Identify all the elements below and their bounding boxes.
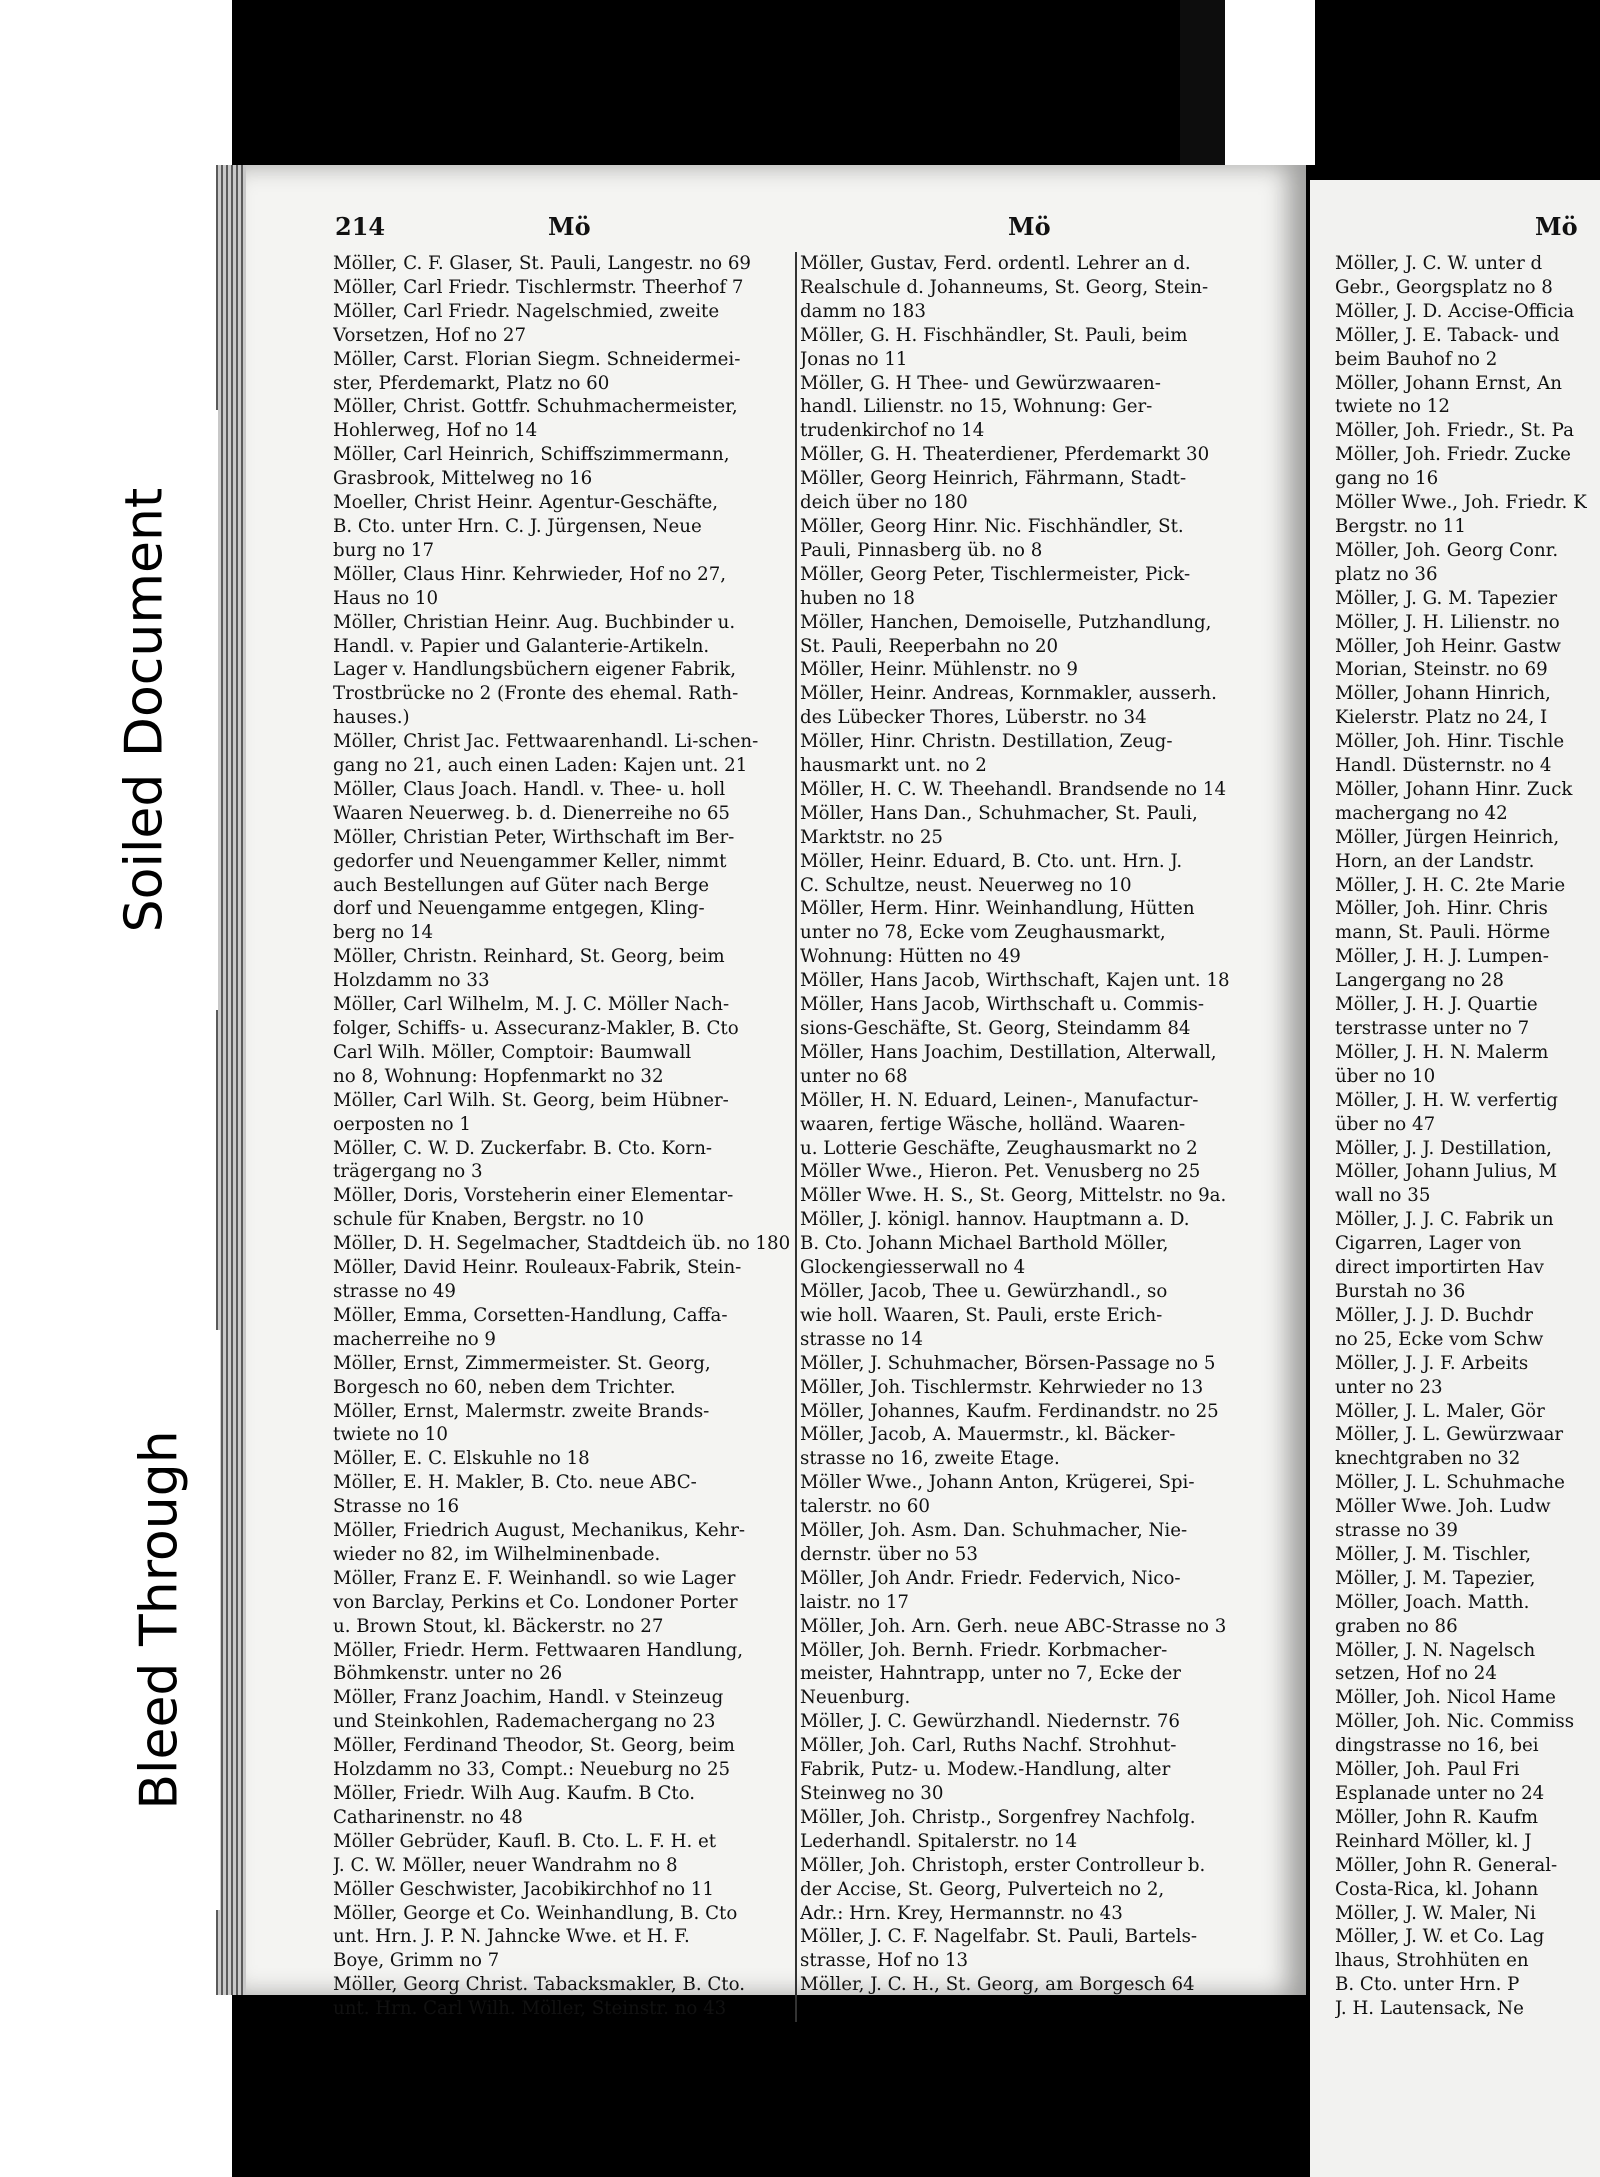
directory-line: B. Cto. Johann Michael Barthold Möller, xyxy=(800,1233,1169,1255)
directory-line: Möller, Georg Peter, Tischlermeister, Pick- xyxy=(800,563,1191,585)
directory-line: auch Bestellungen auf Güter nach Berge xyxy=(333,874,710,896)
directory-line: huben no 18 xyxy=(800,587,915,609)
directory-line: der Accise, St. Georg, Pulverteich no 2, xyxy=(800,1878,1165,1900)
directory-line: Bergstr. no 11 xyxy=(1335,515,1466,537)
column-head-middle: Mö xyxy=(1008,212,1051,241)
directory-line: Möller, J. M. Tapezier, xyxy=(1335,1567,1536,1589)
directory-line: ster, Pferdemarkt, Platz no 60 xyxy=(333,372,610,394)
directory-line: Möller, Hans Dan., Schuhmacher, St. Pauli, xyxy=(800,802,1198,824)
directory-line: Möller, Christian Heinr. Aug. Buchbinder u. xyxy=(333,611,736,633)
directory-line: Möller, Johannes, Kaufm. Ferdinandstr. no 25 xyxy=(800,1400,1219,1422)
directory-line: knechtgraben no 32 xyxy=(1335,1448,1521,1470)
directory-line: Steinweg no 30 xyxy=(800,1783,944,1804)
directory-line: Möller, David Heinr. Rouleaux-Fabrik, Stein- xyxy=(333,1257,742,1279)
directory-line: Möller, Jacob, Thee u. Gewürzhandl., so xyxy=(800,1280,1168,1302)
directory-line: Esplanade unter no 24 xyxy=(1335,1783,1545,1804)
directory-line: Cigarren, Lager von xyxy=(1335,1233,1522,1255)
directory-line: Möller Wwe., Joh. Friedr. K xyxy=(1335,492,1587,514)
directory-line: dingstrasse no 16, bei xyxy=(1335,1735,1539,1757)
directory-line: burg no 17 xyxy=(333,539,435,561)
directory-line: B. Cto. unter Hrn. P xyxy=(1335,1974,1520,1996)
directory-line: Holzdamm no 33, Compt.: Neueburg no 25 xyxy=(333,1759,731,1781)
directory-line: handl. Lilienstr. no 15, Wohnung: Ger- xyxy=(800,396,1153,418)
directory-line: Möller, J. G. M. Tapezier xyxy=(1335,587,1558,609)
directory-line: Möller, Johann Hinrich, xyxy=(1335,683,1551,705)
directory-line: damm no 183 xyxy=(800,300,926,322)
column-head-right: Mö xyxy=(1535,212,1578,241)
directory-line: Möller Wwe., Hieron. Pet. Venusberg no 25 xyxy=(800,1161,1201,1183)
directory-line: Möller, Georg Heinrich, Fährmann, Stadt- xyxy=(800,468,1187,490)
directory-line: Möller, Joh. Paul Fri xyxy=(1335,1759,1520,1781)
directory-line: Möller, Joh. Bernh. Friedr. Korbmacher- xyxy=(800,1639,1168,1661)
directory-line: Möller, Ernst, Malermstr. zweite Brands- xyxy=(333,1400,710,1422)
directory-line: Borgesch no 60, neben dem Trichter. xyxy=(333,1376,676,1398)
directory-line: Böhmkenstr. unter no 26 xyxy=(333,1663,563,1685)
directory-line: C. Schultze, neust. Neuerweg no 10 xyxy=(800,874,1132,896)
page-number: 214 xyxy=(335,212,386,241)
directory-line: unter no 68 xyxy=(800,1065,908,1087)
directory-line: trudenkirchof no 14 xyxy=(800,420,985,442)
directory-line: über no 10 xyxy=(1335,1065,1436,1087)
directory-line: no 8, Wohnung: Hopfenmarkt no 32 xyxy=(333,1065,664,1087)
directory-line: Möller, J. W. Maler, Ni xyxy=(1335,1902,1536,1924)
directory-line: wie holl. Waaren, St. Pauli, erste Erich- xyxy=(800,1304,1163,1326)
directory-line: Handl. v. Papier und Galanterie-Artikeln. xyxy=(333,635,710,657)
directory-line: strasse no 14 xyxy=(800,1328,923,1350)
directory-line: Möller, Carl Friedr. Tischlermstr. Theerhof 7 xyxy=(333,276,744,298)
directory-line: Möller, Christ Jac. Fettwaarenhandl. Li-schen- xyxy=(333,731,759,753)
directory-line: Möller, Joh. Friedr., St. Pa xyxy=(1335,420,1574,442)
directory-line: Möller, Joh. Hinr. Tischle xyxy=(1335,731,1565,753)
directory-line: gang no 21, auch einen Laden: Kajen unt. 21 xyxy=(333,755,748,777)
directory-line: Möller, J. H. Lilienstr. no xyxy=(1335,611,1560,633)
directory-line: Möller, Joh. Georg Conr. xyxy=(1335,539,1559,561)
directory-line: Möller, Johann Ernst, An xyxy=(1335,372,1562,394)
directory-line: J. H. Lautensack, Ne xyxy=(1335,1998,1524,2020)
directory-line: Möller, Carl Wilhelm, M. J. C. Möller Nach- xyxy=(333,994,730,1016)
directory-line: Möller, Joh Heinr. Gastw xyxy=(1335,635,1561,657)
directory-line: Möller, Doris, Vorsteherin einer Elementar- xyxy=(333,1185,734,1207)
directory-line: Langergang no 28 xyxy=(1335,970,1504,992)
directory-line: Möller, J. J. D. Buchdr xyxy=(1335,1304,1533,1326)
directory-line: Möller, J. W. et Co. Lag xyxy=(1335,1926,1545,1948)
directory-line: dernstr. über no 53 xyxy=(800,1543,978,1565)
directory-line: Möller, C. W. D. Zuckerfabr. B. Cto. Korn- xyxy=(333,1137,713,1159)
directory-line: Haus no 10 xyxy=(333,587,439,609)
directory-line: Möller, G. H. Fischhändler, St. Pauli, beim xyxy=(800,324,1188,346)
directory-line: Möller, Herm. Hinr. Weinhandlung, Hütten xyxy=(800,898,1195,920)
directory-line: Costa-Rica, kl. Johann xyxy=(1335,1878,1539,1900)
directory-line: Glockengiesserwall no 4 xyxy=(800,1257,1026,1279)
directory-line: Möller, D. H. Segelmacher, Stadtdeich üb. no 180 xyxy=(333,1233,791,1255)
directory-line: Möller, Franz Joachim, Handl. v Steinzeug xyxy=(333,1687,724,1709)
directory-line: Reinhard Möller, kl. J xyxy=(1335,1830,1532,1852)
directory-line: Horn, an der Landstr. xyxy=(1335,850,1535,872)
directory-line: Waaren Neuerweg. b. d. Dienerreihe no 65 xyxy=(333,802,730,824)
soiled-document-label: Soiled Document xyxy=(70,410,218,1010)
directory-line: Gebr., Georgsplatz no 8 xyxy=(1335,276,1553,298)
directory-line: von Barclay, Perkins et Co. Londoner Porter xyxy=(333,1591,738,1613)
directory-line: Möller, J. H. J. Lumpen- xyxy=(1335,946,1549,968)
directory-line: unt. Hrn. Carl Wilh. Möller, Steinstr. no 43 xyxy=(333,1998,727,2020)
directory-line: Möller, Claus Hinr. Kehrwieder, Hof no 27, xyxy=(333,563,727,585)
directory-line: Morian, Steinstr. no 69 xyxy=(1335,659,1548,681)
directory-line: Catharinenstr. no 48 xyxy=(333,1806,523,1828)
directory-line: Möller, J. H. C. 2te Marie xyxy=(1335,874,1566,896)
directory-line: direct importirten Hav xyxy=(1335,1257,1544,1279)
directory-line: twiete no 12 xyxy=(1335,396,1450,418)
directory-line: St. Pauli, Reeperbahn no 20 xyxy=(800,635,1059,657)
directory-line: und Steinkohlen, Rademachergang no 23 xyxy=(333,1711,716,1733)
directory-line: strasse no 49 xyxy=(333,1280,456,1302)
directory-line: Möller Gebrüder, Kaufl. B. Cto. L. F. H. et xyxy=(333,1830,717,1852)
page-stack-edge xyxy=(216,165,248,1995)
directory-line: Möller Wwe., Johann Anton, Krügerei, Spi- xyxy=(800,1472,1195,1494)
directory-line: Möller, Joh. Christp., Sorgenfrey Nachfolg. xyxy=(800,1806,1196,1828)
directory-line: schule für Knaben, Bergstr. no 10 xyxy=(333,1209,645,1231)
directory-line: Strasse no 16 xyxy=(333,1496,460,1518)
directory-line: Möller, Friedr. Wilh Aug. Kaufm. B Cto. xyxy=(333,1783,696,1804)
directory-line: Möller, Heinr. Eduard, B. Cto. unt. Hrn. J. xyxy=(800,850,1183,872)
directory-line: Möller, Georg Hinr. Nic. Fischhändler, St. xyxy=(800,515,1184,537)
directory-line: platz no 36 xyxy=(1335,563,1438,585)
directory-line: lhaus, Strohhüten en xyxy=(1335,1950,1529,1972)
directory-line: Möller, Jürgen Heinrich, xyxy=(1335,826,1560,848)
directory-line: Möller Geschwister, Jacobikirchhof no 11 xyxy=(333,1878,714,1900)
directory-line: Möller, Ferdinand Theodor, St. Georg, beim xyxy=(333,1735,735,1757)
directory-line: Möller, J. J. C. Fabrik un xyxy=(1335,1209,1554,1231)
directory-line: Möller, J. E. Taback- und xyxy=(1335,324,1560,346)
directory-line: Möller, Georg Christ. Tabacksmakler, B. Cto. xyxy=(333,1974,746,1996)
directory-line: wieder no 82, im Wilhelminenbade. xyxy=(333,1543,661,1565)
directory-line: Möller, H. N. Eduard, Leinen-, Manufactur- xyxy=(800,1089,1199,1111)
directory-line: sions-Geschäfte, St. Georg, Steindamm 84 xyxy=(800,1018,1191,1039)
directory-line: Möller, Joh. Asm. Dan. Schuhmacher, Nie- xyxy=(800,1520,1188,1542)
directory-line: deich über no 180 xyxy=(800,492,968,514)
directory-line: Möller, Friedr. Herm. Fettwaaren Handlung, xyxy=(333,1639,744,1661)
directory-column-middle xyxy=(800,252,1260,1997)
directory-line: Möller, Franz E. F. Weinhandl. so wie Lager xyxy=(333,1567,736,1589)
directory-line: Möller, H. C. W. Theehandl. Brandsende no 14 xyxy=(800,778,1227,800)
directory-line: Möller, Joh. Nicol Hame xyxy=(1335,1687,1556,1709)
directory-line: Trostbrücke no 2 (Fronte des ehemal. Rath- xyxy=(333,683,739,705)
directory-line: Möller, Christian Peter, Wirthschaft im Ber- xyxy=(333,826,735,848)
directory-line: talerstr. no 60 xyxy=(800,1496,930,1518)
directory-line: Möller, Gustav, Ferd. ordentl. Lehrer an d. xyxy=(800,253,1191,274)
directory-line: macherreihe no 9 xyxy=(333,1328,496,1350)
directory-line: Möller, Heinr. Andreas, Kornmakler, ausserh. xyxy=(800,683,1217,705)
directory-line: über no 47 xyxy=(1335,1113,1436,1135)
directory-line: Möller, Joh. Arn. Gerh. neue ABC-Strasse no 3 xyxy=(800,1615,1227,1637)
directory-line: strasse no 16, zweite Etage. xyxy=(800,1448,1060,1470)
directory-line: Boye, Grimm no 7 xyxy=(333,1950,500,1972)
directory-line: Jonas no 11 xyxy=(800,348,908,370)
page-tab xyxy=(1180,0,1225,165)
directory-line: machergang no 42 xyxy=(1335,802,1508,824)
directory-line: strasse, Hof no 13 xyxy=(800,1950,969,1972)
directory-line: Möller, G. H. Theaterdiener, Pferdemarkt 30 xyxy=(800,444,1210,466)
directory-line: Möller, Johann Julius, M xyxy=(1335,1161,1558,1183)
directory-line: unt. Hrn. J. P. N. Jahncke Wwe. et H. F. xyxy=(333,1926,690,1948)
directory-line: setzen, Hof no 24 xyxy=(1335,1663,1497,1685)
directory-line: Möller Wwe. H. S., St. Georg, Mittelstr. no 9a. xyxy=(800,1185,1227,1207)
directory-line: trägergang no 3 xyxy=(333,1161,483,1183)
directory-line: Möller, Carl Friedr. Nagelschmied, zweite xyxy=(333,300,720,322)
directory-line: Möller, J. J. Destillation, xyxy=(1335,1137,1552,1159)
directory-line: Möller, J. M. Tischler, xyxy=(1335,1543,1532,1565)
directory-line: meister, Hahntrapp, unter no 7, Ecke der xyxy=(800,1663,1181,1685)
directory-line: Handl. Düsternstr. no 4 xyxy=(1335,755,1552,777)
directory-line: Möller, J. N. Nagelsch xyxy=(1335,1639,1536,1661)
directory-line: Möller, Joach. Matth. xyxy=(1335,1591,1530,1613)
directory-line: Möller, Joh. Friedr. Zucke xyxy=(1335,444,1571,466)
directory-line: Realschule d. Johanneums, St. Georg, Stein- xyxy=(800,276,1209,298)
directory-line: Möller, Hans Jacob, Wirthschaft, Kajen unt. 18 xyxy=(800,970,1230,992)
directory-line: unter no 23 xyxy=(1335,1376,1443,1398)
directory-line: Möller, Hanchen, Demoiselle, Putzhandlung, xyxy=(800,611,1212,633)
directory-line: Möller, Emma, Corsetten-Handlung, Caffa- xyxy=(333,1304,728,1326)
directory-line: Adr.: Hrn. Krey, Hermannstr. no 43 xyxy=(800,1902,1123,1924)
directory-line: strasse no 39 xyxy=(1335,1520,1458,1542)
directory-line: Möller, George et Co. Weinhandlung, B. Cto xyxy=(333,1902,738,1924)
directory-line: hauses.) xyxy=(333,707,410,729)
directory-line: beim Bauhof no 2 xyxy=(1335,348,1498,370)
directory-line: Möller, Ernst, Zimmermeister. St. Georg, xyxy=(333,1352,711,1374)
directory-line: Möller, Hans Jacob, Wirthschaft u. Commis- xyxy=(800,994,1204,1016)
directory-column-right xyxy=(1335,252,1600,2021)
directory-line: Möller, Jacob, A. Mauermstr., kl. Bäcker- xyxy=(800,1424,1176,1446)
directory-line: Fabrik, Putz- u. Modew.-Handlung, alter xyxy=(800,1759,1171,1781)
directory-line: Grasbrook, Mittelweg no 16 xyxy=(333,468,593,490)
directory-line: Möller, Claus Joach. Handl. v. Thee- u. holl xyxy=(333,778,726,800)
directory-line: oerposten no 1 xyxy=(333,1113,471,1135)
directory-line: Kielerstr. Platz no 24, I xyxy=(1335,707,1548,729)
directory-line: unter no 78, Ecke vom Zeughausmarkt, xyxy=(800,922,1166,944)
directory-line: Möller, Friedrich August, Mechanikus, Kehr- xyxy=(333,1520,746,1542)
directory-line: Möller, Hinr. Christn. Destillation, Zeug- xyxy=(800,731,1173,753)
directory-line: Möller, J. königl. hannov. Hauptmann a. D. xyxy=(800,1209,1190,1231)
directory-line: Möller, Joh. Carl, Ruths Nachf. Strohhut- xyxy=(800,1735,1177,1757)
directory-line: Möller, J. Schuhmacher, Börsen-Passage no 5 xyxy=(800,1352,1216,1374)
directory-line: Möller, J. H. W. verfertig xyxy=(1335,1089,1558,1111)
directory-line: Möller, G. H Thee- und Gewürzwaaren- xyxy=(800,372,1161,394)
directory-line: mann, St. Pauli. Hörme xyxy=(1335,922,1551,944)
column-head-left: Mö xyxy=(548,212,591,241)
directory-line: Hohlerweg, Hof no 14 xyxy=(333,420,538,442)
directory-line: Möller, C. F. Glaser, St. Pauli, Langestr. no 69 xyxy=(333,253,751,274)
directory-line: Möller, Heinr. Mühlenstr. no 9 xyxy=(800,659,1078,681)
directory-line: Marktstr. no 25 xyxy=(800,826,943,848)
directory-line: Vorsetzen, Hof no 27 xyxy=(333,324,527,346)
directory-line: B. Cto. unter Hrn. C. J. Jürgensen, Neue xyxy=(333,515,702,537)
directory-line: berg no 14 xyxy=(333,922,434,944)
directory-line: Möller, John R. Kaufm xyxy=(1335,1806,1539,1828)
directory-line: Holzdamm no 33 xyxy=(333,970,490,992)
directory-line: Möller, J. C. Gewürzhandl. Niedernstr. 76 xyxy=(800,1711,1180,1733)
directory-line: Möller, J. D. Accise-Officia xyxy=(1335,300,1575,322)
directory-line: Lager v. Handlungsbüchern eigener Fabrik, xyxy=(333,659,737,681)
directory-line: Carl Wilh. Möller, Comptoir: Baumwall xyxy=(333,1041,692,1063)
directory-line: Möller, J. H. J. Quartie xyxy=(1335,994,1538,1016)
directory-line: wall no 35 xyxy=(1335,1185,1431,1207)
directory-line: Möller, Joh. Tischlermstr. Kehrwieder no 13 xyxy=(800,1376,1204,1398)
directory-line: Möller, Carl Wilh. St. Georg, beim Hübner- xyxy=(333,1089,729,1111)
directory-line: Möller, Joh. Christoph, erster Controlleur b. xyxy=(800,1854,1206,1876)
directory-line: hausmarkt unt. no 2 xyxy=(800,755,987,777)
directory-line: Möller, Johann Hinr. Zuck xyxy=(1335,778,1573,800)
directory-line: Möller, Christ. Gottfr. Schuhmachermeister, xyxy=(333,396,738,418)
directory-line: Möller, J. C. F. Nagelfabr. St. Pauli, Bartels- xyxy=(800,1926,1198,1948)
directory-line: Möller, J. H. N. Malerm xyxy=(1335,1041,1549,1063)
directory-line: Möller, J. L. Gewürzwaar xyxy=(1335,1424,1564,1446)
directory-line: Möller, Carl Heinrich, Schiffszimmermann, xyxy=(333,444,730,466)
directory-line: Möller, Joh. Hinr. Chris xyxy=(1335,898,1548,920)
directory-line: gedorfer und Neuengammer Keller, nimmt xyxy=(333,850,727,872)
directory-line: Moeller, Christ Heinr. Agentur-Geschäfte, xyxy=(333,492,719,514)
directory-line: Möller, E. C. Elskuhle no 18 xyxy=(333,1448,590,1470)
directory-line: Möller, E. H. Makler, B. Cto. neue ABC- xyxy=(333,1472,697,1494)
column-divider xyxy=(795,252,797,2022)
directory-line: Burstah no 36 xyxy=(1335,1280,1466,1302)
directory-line: no 25, Ecke vom Schw xyxy=(1335,1328,1544,1350)
directory-line: Lederhandl. Spitalerstr. no 14 xyxy=(800,1830,1078,1852)
directory-line: u. Lotterie Geschäfte, Zeughausmarkt no 2 xyxy=(800,1137,1198,1159)
directory-line: J. C. W. Möller, neuer Wandrahm no 8 xyxy=(333,1854,678,1876)
directory-line: Möller, Joh Andr. Friedr. Federvich, Nico- xyxy=(800,1567,1181,1589)
directory-line: Möller, Joh. Nic. Commiss xyxy=(1335,1711,1575,1733)
directory-line: Möller, J. L. Schuhmache xyxy=(1335,1472,1565,1494)
directory-line: dorf und Neuengamme entgegen, Kling- xyxy=(333,898,705,920)
directory-line: Neuenburg. xyxy=(800,1687,911,1709)
directory-line: gang no 16 xyxy=(1335,468,1439,490)
directory-line: Möller, Hans Joachim, Destillation, Alterwall, xyxy=(800,1041,1217,1063)
directory-line: Möller, J. C. W. unter d xyxy=(1335,253,1543,274)
directory-line: laistr. no 17 xyxy=(800,1591,909,1613)
directory-line: graben no 86 xyxy=(1335,1615,1458,1637)
directory-line: twiete no 10 xyxy=(333,1424,448,1446)
directory-line: Möller, J. J. F. Arbeits xyxy=(1335,1352,1529,1374)
directory-line: Möller Wwe. Joh. Ludw xyxy=(1335,1496,1551,1518)
directory-column-left xyxy=(333,252,793,2021)
directory-line: waaren, fertige Wäsche, holländ. Waaren- xyxy=(800,1113,1186,1135)
bleed-through-label: Bleed Through xyxy=(100,1330,220,1910)
directory-line: Möller, J. L. Maler, Gör xyxy=(1335,1400,1545,1422)
directory-line: Möller, J. C. H., St. Georg, am Borgesch 64 xyxy=(800,1974,1195,1996)
directory-line: Möller, Christn. Reinhard, St. Georg, beim xyxy=(333,946,725,968)
directory-line: folger, Schiffs- u. Assecuranz-Makler, B. Cto xyxy=(333,1018,739,1039)
directory-line: Möller, John R. General- xyxy=(1335,1854,1558,1876)
directory-line: Wohnung: Hütten no 49 xyxy=(800,946,1021,968)
directory-line: Pauli, Pinnasberg üb. no 8 xyxy=(800,539,1043,561)
directory-line: Möller, Carst. Florian Siegm. Schneidermei- xyxy=(333,348,741,370)
directory-line: terstrasse unter no 7 xyxy=(1335,1018,1530,1039)
directory-line: u. Brown Stout, kl. Bäckerstr. no 27 xyxy=(333,1615,664,1637)
directory-line: des Lübecker Thores, Lüberstr. no 34 xyxy=(800,707,1147,729)
